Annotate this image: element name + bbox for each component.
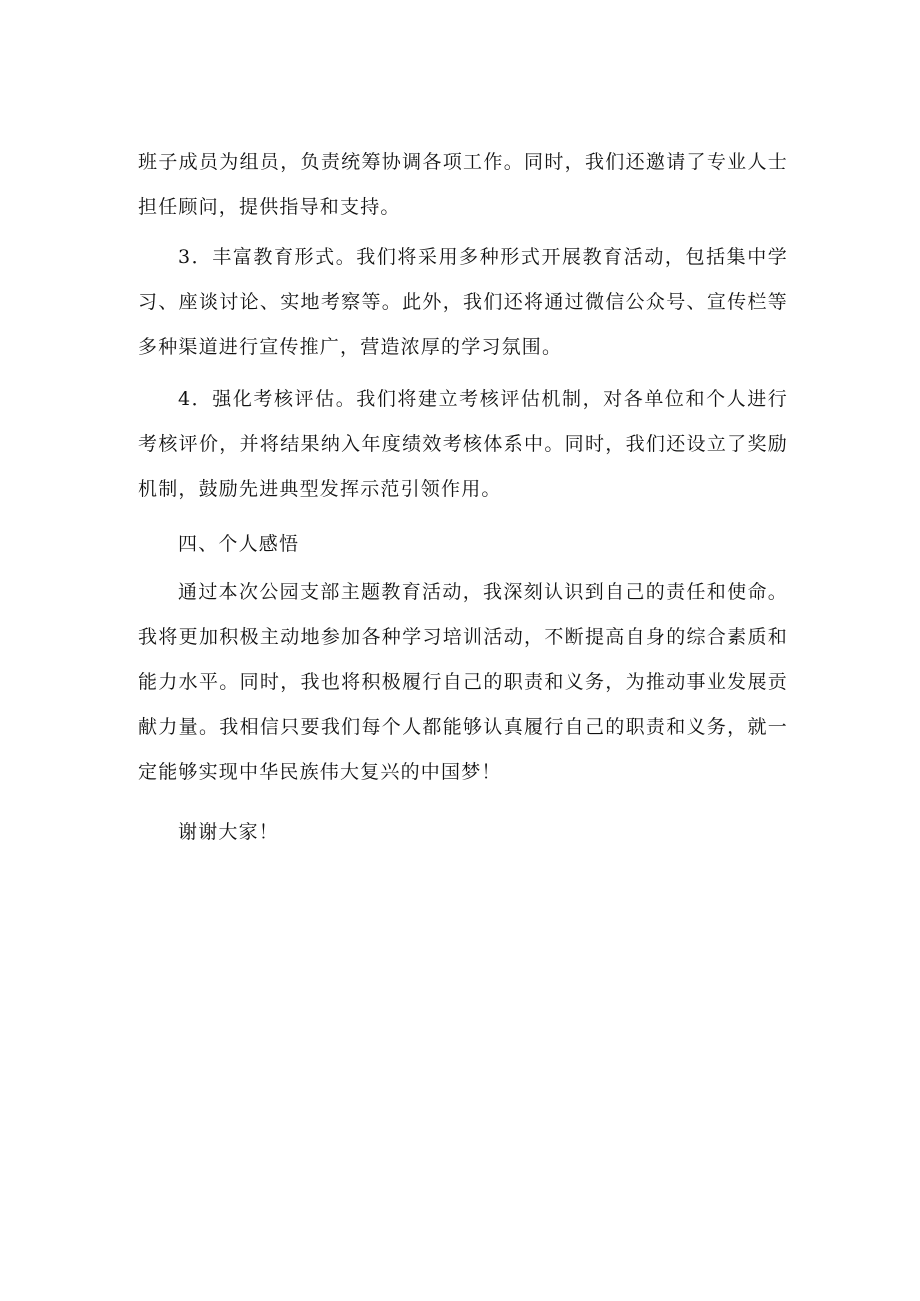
paragraph-item-4: 4．强化考核评估。我们将建立考核评估机制，对各单位和个人进行考核评价，并将结果纳入年度绩效考核体系中。同时，我们还设立了奖励机制，鼓励先进典型发挥示范引领作用。 <box>138 388 788 500</box>
section-heading-personal-reflection: 四、个人感悟 <box>178 533 300 555</box>
paragraph-reflection: 通过本次公园支部主题教育活动，我深刻认识到自己的责任和使命。我将更加积极主动地参加各种学习培训活动，不断提高自身的综合素质和能力水平。同时，我也将积极履行自己的职责和义务，为推动事业发展贡献力量。我相信只要我们每个人都能够认真履行自己的职责和义务，就一定能够实现中华民族伟大复兴的中国梦！ <box>138 581 788 783</box>
paragraph-continued: 班子成员为组员，负责统筹协调各项工作。同时，我们还邀请了专业人士担任顾问，提供指导和支持。 <box>138 151 788 218</box>
paragraph-item-3: 3．丰富教育形式。我们将采用多种形式开展教育活动，包括集中学习、座谈讨论、实地考察等。此外，我们还将通过微信公众号、宣传栏等多种渠道进行宣传推广，营造浓厚的学习氛围。 <box>138 246 788 358</box>
closing-thanks: 谢谢大家！ <box>178 821 280 843</box>
